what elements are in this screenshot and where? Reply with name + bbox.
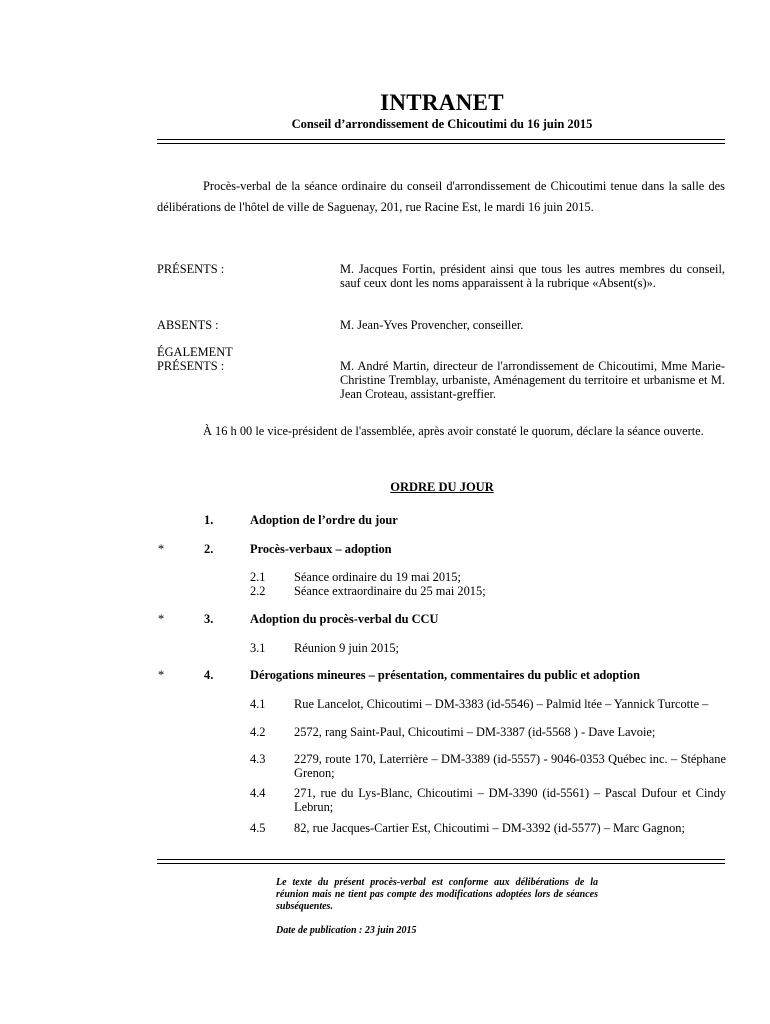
- agenda-item-label: Adoption du procès-verbal du CCU: [250, 612, 439, 626]
- agenda-title: ORDRE DU JOUR: [390, 480, 494, 494]
- presents-label: PRÉSENTS :: [157, 262, 225, 276]
- agenda-item-label: Adoption de l’ordre du jour: [250, 513, 398, 527]
- sub-item-text: Réunion 9 juin 2015;: [294, 641, 399, 655]
- agenda-item-number: 2.: [204, 542, 214, 556]
- sub-item-text: 82, rue Jacques-Cartier Est, Chicoutimi – DM-3392 (id-5577) – Marc Gagnon;: [294, 821, 685, 835]
- sub-item-text: 2279, route 170, Laterrière – DM-3389 (id-5557) - 9046-0353 Québec inc. – Stéphane Grenon;: [294, 752, 726, 780]
- opening-paragraph: À 16 h 00 le vice-président de l'assemblée, après avoir constaté le quorum, déclare la séance ouverte.: [203, 424, 704, 438]
- header-divider: [157, 139, 725, 144]
- sub-item-text: Séance ordinaire du 19 mai 2015;: [294, 570, 461, 584]
- sub-item-text: Séance extraordinaire du 25 mai 2015;: [294, 584, 486, 598]
- also-present-value: M. André Martin, directeur de l'arrondissement de Chicoutimi, Mme Marie-Christine Tremblay, urbaniste, Aménagement du territoire et urbanisme et M. Jean Croteau, assistant-greffier.: [340, 359, 725, 401]
- sub-item-number: 2.2: [250, 584, 266, 598]
- agenda-item-label: Procès-verbaux – adoption: [250, 542, 392, 556]
- publication-date: Date de publication : 23 juin 2015: [276, 925, 417, 936]
- absents-label: ABSENTS :: [157, 318, 219, 332]
- sub-item-number: 4.3: [250, 752, 266, 766]
- absents-value: M. Jean-Yves Provencher, conseiller.: [340, 318, 524, 332]
- sub-item-number: 4.4: [250, 786, 266, 800]
- agenda-item-star: *: [158, 668, 165, 682]
- sub-item-text: Rue Lancelot, Chicoutimi – DM-3383 (id-5546) – Palmid ltée – Yannick Turcotte –: [294, 697, 709, 711]
- agenda-item-number: 1.: [204, 513, 214, 527]
- sub-item-text: 271, rue du Lys-Blanc, Chicoutimi – DM-3390 (id-5561) – Pascal Dufour et Cindy Lebrun;: [294, 786, 726, 814]
- page-subtitle: Conseil d’arrondissement de Chicoutimi du 16 juin 2015: [291, 117, 593, 131]
- presents-value: M. Jacques Fortin, président ainsi que tous les autres membres du conseil, sauf ceux dont les noms apparaissent à la rubrique «Absent(s)».: [340, 262, 725, 290]
- sub-item-number: 4.1: [250, 697, 266, 711]
- sub-item-number: 4.5: [250, 821, 266, 835]
- agenda-item-number: 3.: [204, 612, 214, 626]
- also-present-label: ÉGALEMENT PRÉSENTS :: [157, 345, 233, 373]
- sub-item-number: 2.1: [250, 570, 266, 584]
- agenda-item-label: Dérogations mineures – présentation, commentaires du public et adoption: [250, 668, 640, 682]
- sub-item-number: 3.1: [250, 641, 266, 655]
- agenda-item-number: 4.: [204, 668, 214, 682]
- agenda-item-star: *: [158, 542, 165, 556]
- sub-item-number: 4.2: [250, 725, 266, 739]
- footer-divider: [157, 859, 725, 864]
- agenda-item-star: *: [158, 612, 165, 626]
- intro-paragraph: Procès-verbal de la séance ordinaire du conseil d'arrondissement de Chicoutimi tenue dans la salle des délibérations de l'hôtel de ville de Saguenay, 201, rue Racine Est, le mardi 16 juin 2015.: [157, 179, 725, 214]
- page-title: INTRANET: [380, 90, 504, 115]
- footer-note: Le texte du présent procès-verbal est conforme aux délibérations de la réunion mais ne tient pas compte des modifications adoptées lors de séances subséquentes.: [276, 877, 598, 912]
- sub-item-text: 2572, rang Saint-Paul, Chicoutimi – DM-3387 (id-5568 ) - Dave Lavoie;: [294, 725, 656, 739]
